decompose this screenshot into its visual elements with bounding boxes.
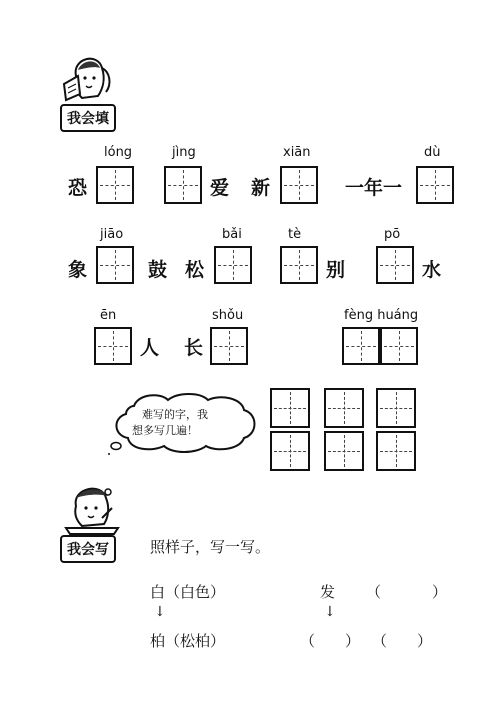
practice-box[interactable] (270, 388, 310, 428)
practice-box[interactable] (270, 431, 310, 471)
answer-blank-2[interactable]: （ ） (372, 632, 433, 650)
writing-box[interactable] (342, 327, 380, 365)
char-ren: 人 (140, 337, 160, 359)
pinyin-du: dù (424, 145, 441, 160)
writing-box[interactable] (210, 327, 248, 365)
pinyin-long: lóng (104, 145, 133, 160)
pinyin-en: ēn (100, 308, 117, 323)
girl-writing-icon (62, 478, 122, 536)
answer-paren-close: ） (432, 583, 448, 601)
section-badge-write: 我会写 (60, 535, 116, 563)
practice-box[interactable] (324, 388, 364, 428)
writing-box[interactable] (280, 166, 318, 204)
writing-box[interactable] (416, 166, 454, 204)
writing-box[interactable] (164, 166, 202, 204)
char-gu: 鼓 (148, 259, 168, 281)
arrow-down-icon: ↓ (154, 604, 166, 620)
pinyin-jiao: jiāo (100, 227, 124, 242)
pinyin-jing: jìng (172, 145, 196, 160)
instruction-text: 照样子，写一写。 (150, 538, 271, 556)
example-bottom: 柏（松柏） (150, 632, 226, 650)
practice-box[interactable] (324, 431, 364, 471)
char-kong: 恐 (68, 177, 88, 199)
task-char-fa: 发 (320, 583, 336, 601)
writing-box[interactable] (280, 246, 318, 284)
answer-paren-open: （ (366, 583, 382, 601)
char-shui: 水 (422, 259, 442, 281)
pinyin-bai: bǎi (222, 227, 242, 242)
char-zhang: 长 (184, 337, 204, 359)
arrow-down-icon: ↓ (324, 604, 336, 620)
practice-box[interactable] (376, 431, 416, 471)
pinyin-shou: shǒu (212, 308, 244, 323)
char-yinianyi: 一年一 (345, 177, 403, 199)
pinyin-te: tè (288, 227, 302, 242)
section-badge-fill: 我会填 (60, 104, 116, 132)
writing-box[interactable] (380, 327, 418, 365)
pinyin-fenghuang: fèng huáng (344, 308, 419, 323)
answer-blank-1[interactable]: （ ） (300, 632, 361, 650)
char-song: 松 (185, 259, 205, 281)
char-xin: 新 (251, 177, 271, 199)
bubble-text-line1: 难写的字，我 (142, 408, 208, 421)
char-xiang: 象 (68, 259, 88, 281)
char-ai: 爱 (210, 177, 230, 199)
writing-box[interactable] (96, 166, 134, 204)
pinyin-po: pō (384, 227, 401, 242)
practice-box[interactable] (376, 388, 416, 428)
girl-reading-icon (58, 46, 118, 106)
writing-box[interactable] (94, 327, 132, 365)
writing-box[interactable] (214, 246, 252, 284)
bubble-text-line2: 想多写几遍！ (132, 424, 198, 437)
writing-box[interactable] (376, 246, 414, 284)
writing-box[interactable] (96, 246, 134, 284)
pinyin-xian: xiān (283, 145, 311, 160)
example-top: 白（白色） (150, 583, 226, 601)
char-bie: 别 (326, 259, 346, 281)
